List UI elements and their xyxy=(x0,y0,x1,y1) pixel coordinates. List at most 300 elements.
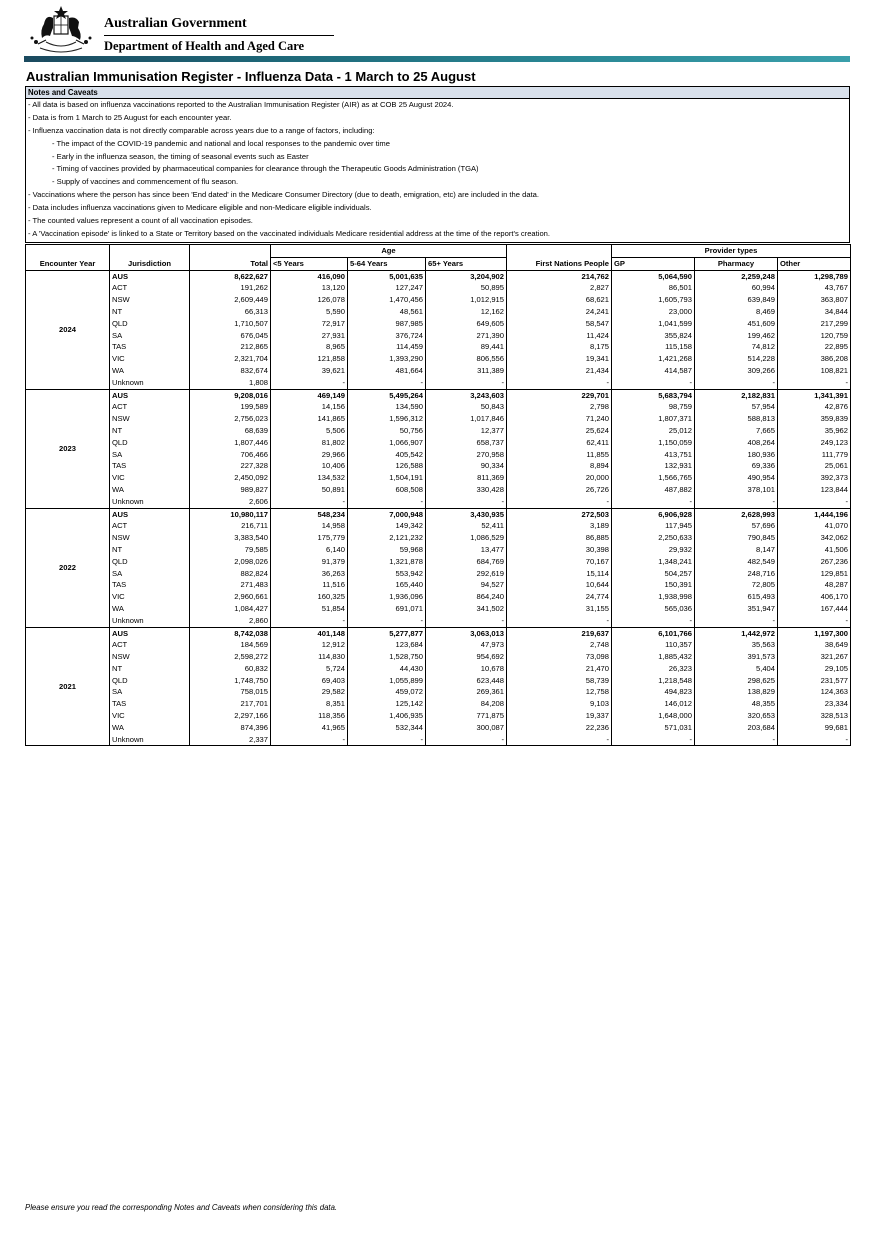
cell-other: 231,577 xyxy=(778,675,851,687)
cell-under-5: - xyxy=(271,496,348,508)
cell-5-64: 459,072 xyxy=(348,686,426,698)
cell-under-5: 6,140 xyxy=(271,544,348,556)
cell-other: 123,844 xyxy=(778,484,851,496)
cell-total: 2,098,026 xyxy=(190,556,271,568)
cell-jurisdiction: VIC xyxy=(110,591,190,603)
cell-total: 1,710,507 xyxy=(190,318,271,330)
cell-other: 38,649 xyxy=(778,639,851,651)
cell-5-64: - xyxy=(348,377,426,389)
cell-first-nations: 31,155 xyxy=(507,603,612,615)
cell-total: 874,396 xyxy=(190,722,271,734)
cell-first-nations: 219,637 xyxy=(507,627,612,639)
cell-gp: 1,218,548 xyxy=(612,675,695,687)
cell-65-plus: 811,369 xyxy=(426,472,507,484)
cell-first-nations: - xyxy=(507,496,612,508)
cell-other: 129,851 xyxy=(778,568,851,580)
cell-first-nations: 58,547 xyxy=(507,318,612,330)
cell-first-nations: 2,748 xyxy=(507,639,612,651)
cell-other: 249,123 xyxy=(778,437,851,449)
cell-other: 124,363 xyxy=(778,686,851,698)
cell-5-64: 608,508 xyxy=(348,484,426,496)
cell-pharmacy: 482,549 xyxy=(695,556,778,568)
cell-65-plus: 649,605 xyxy=(426,318,507,330)
cell-pharmacy: 180,936 xyxy=(695,449,778,461)
notes-list xyxy=(26,99,849,241)
cell-gp: 414,587 xyxy=(612,365,695,377)
cell-first-nations: 2,798 xyxy=(507,401,612,413)
cell-gp: 110,357 xyxy=(612,639,695,651)
cell-65-plus: 13,477 xyxy=(426,544,507,556)
cell-other: - xyxy=(778,377,851,389)
cell-gp: 132,931 xyxy=(612,460,695,472)
cell-other: 363,807 xyxy=(778,294,851,306)
table-row xyxy=(26,413,851,425)
cell-pharmacy: 2,628,993 xyxy=(695,508,778,520)
cell-jurisdiction: AUS xyxy=(110,389,190,401)
cell-first-nations: 62,411 xyxy=(507,437,612,449)
cell-5-64: 59,968 xyxy=(348,544,426,556)
cell-first-nations: 11,424 xyxy=(507,330,612,342)
cell-gp: 29,932 xyxy=(612,544,695,556)
cell-first-nations: 8,894 xyxy=(507,460,612,472)
cell-under-5: 175,779 xyxy=(271,532,348,544)
cell-5-64: 126,588 xyxy=(348,460,426,472)
cell-other: 23,334 xyxy=(778,698,851,710)
cell-pharmacy: 57,696 xyxy=(695,520,778,532)
table-row xyxy=(26,651,851,663)
cell-under-5: 8,965 xyxy=(271,341,348,353)
cell-pharmacy: 203,684 xyxy=(695,722,778,734)
cell-under-5: 51,854 xyxy=(271,603,348,615)
cell-pharmacy: 451,609 xyxy=(695,318,778,330)
cell-first-nations: 9,103 xyxy=(507,698,612,710)
cell-first-nations: 12,758 xyxy=(507,686,612,698)
cell-65-plus: 90,334 xyxy=(426,460,507,472)
cell-other: 386,208 xyxy=(778,353,851,365)
cell-65-plus: 3,204,902 xyxy=(426,270,507,282)
cell-65-plus: 12,162 xyxy=(426,306,507,318)
cell-total: 676,045 xyxy=(190,330,271,342)
cell-jurisdiction: WA xyxy=(110,484,190,496)
cell-gp: 6,906,928 xyxy=(612,508,695,520)
cell-pharmacy: - xyxy=(695,377,778,389)
cell-under-5: 114,830 xyxy=(271,651,348,663)
cell-jurisdiction: NT xyxy=(110,306,190,318)
cell-5-64: 123,684 xyxy=(348,639,426,651)
cell-gp: 6,101,766 xyxy=(612,627,695,639)
cell-jurisdiction: TAS xyxy=(110,698,190,710)
cell-under-5: 41,965 xyxy=(271,722,348,734)
cell-5-64: 1,504,191 xyxy=(348,472,426,484)
cell-5-64: 532,344 xyxy=(348,722,426,734)
cell-under-5: 14,156 xyxy=(271,401,348,413)
cell-other: 41,506 xyxy=(778,544,851,556)
cell-gp: 25,012 xyxy=(612,425,695,437)
cell-other: 43,767 xyxy=(778,282,851,294)
cell-65-plus: 84,208 xyxy=(426,698,507,710)
table-row xyxy=(26,341,851,353)
col-header-jurisdiction: Jurisdiction xyxy=(110,257,190,270)
cell-under-5: 141,865 xyxy=(271,413,348,425)
cell-jurisdiction: NSW xyxy=(110,532,190,544)
cell-total: 199,589 xyxy=(190,401,271,413)
cell-jurisdiction: TAS xyxy=(110,579,190,591)
cell-under-5: 5,506 xyxy=(271,425,348,437)
cell-first-nations: 2,827 xyxy=(507,282,612,294)
cell-5-64: 7,000,948 xyxy=(348,508,426,520)
cell-gp: 565,036 xyxy=(612,603,695,615)
cell-pharmacy: 408,264 xyxy=(695,437,778,449)
cell-pharmacy: 514,228 xyxy=(695,353,778,365)
cell-first-nations: 30,398 xyxy=(507,544,612,556)
table-row xyxy=(26,460,851,472)
header-divider xyxy=(104,35,334,36)
cell-total: 216,711 xyxy=(190,520,271,532)
cell-5-64: - xyxy=(348,615,426,627)
report-title: Australian Immunisation Register - Influenza Data - 1 March to 25 August xyxy=(26,69,476,84)
table-row xyxy=(26,318,851,330)
cell-5-64: 1,066,907 xyxy=(348,437,426,449)
cell-jurisdiction: TAS xyxy=(110,460,190,472)
cell-jurisdiction: VIC xyxy=(110,353,190,365)
cell-total: 706,466 xyxy=(190,449,271,461)
table-row xyxy=(26,698,851,710)
cell-other: 217,299 xyxy=(778,318,851,330)
cell-other: 120,759 xyxy=(778,330,851,342)
cell-under-5: 160,325 xyxy=(271,591,348,603)
cell-5-64: 1,596,312 xyxy=(348,413,426,425)
cell-5-64: 134,590 xyxy=(348,401,426,413)
cell-jurisdiction: ACT xyxy=(110,520,190,532)
cell-5-64: 1,321,878 xyxy=(348,556,426,568)
cell-jurisdiction: Unknown xyxy=(110,734,190,746)
cell-first-nations: 68,621 xyxy=(507,294,612,306)
cell-gp: 2,250,633 xyxy=(612,532,695,544)
cell-other: 48,287 xyxy=(778,579,851,591)
table-row xyxy=(26,330,851,342)
table-row xyxy=(26,353,851,365)
cell-pharmacy: 248,716 xyxy=(695,568,778,580)
cell-pharmacy: 72,805 xyxy=(695,579,778,591)
cell-other: - xyxy=(778,734,851,746)
cell-other: 267,236 xyxy=(778,556,851,568)
cell-under-5: 91,379 xyxy=(271,556,348,568)
cell-first-nations: 10,644 xyxy=(507,579,612,591)
footer-note: Please ensure you read the corresponding Notes and Caveats when considering this data. xyxy=(25,1203,338,1212)
cell-jurisdiction: Unknown xyxy=(110,377,190,389)
note-line: - All data is based on influenza vaccinations reported to the Australian Immunisation Register (AIR) as at COB 25 August 2024. xyxy=(28,100,454,109)
cell-total: 68,639 xyxy=(190,425,271,437)
header-colour-stripe xyxy=(24,56,850,62)
cell-first-nations: 21,470 xyxy=(507,663,612,675)
cell-first-nations: - xyxy=(507,377,612,389)
cell-5-64: 1,470,456 xyxy=(348,294,426,306)
cell-total: 758,015 xyxy=(190,686,271,698)
cell-5-64: 165,440 xyxy=(348,579,426,591)
cell-jurisdiction: WA xyxy=(110,722,190,734)
table-row xyxy=(26,270,851,282)
cell-total: 10,980,117 xyxy=(190,508,271,520)
cell-jurisdiction: QLD xyxy=(110,437,190,449)
cell-gp: 115,158 xyxy=(612,341,695,353)
col-header-65-plus: 65+ Years xyxy=(426,257,507,270)
table-row xyxy=(26,686,851,698)
table-row xyxy=(26,734,851,746)
cell-pharmacy: 615,493 xyxy=(695,591,778,603)
note-line: - Supply of vaccines and commencement of flu season. xyxy=(52,177,239,187)
cell-under-5: 10,406 xyxy=(271,460,348,472)
cell-gp: 5,064,590 xyxy=(612,270,695,282)
cell-65-plus: 330,428 xyxy=(426,484,507,496)
cell-total: 217,701 xyxy=(190,698,271,710)
table-row xyxy=(26,675,851,687)
cell-65-plus: - xyxy=(426,496,507,508)
cell-pharmacy: 1,442,972 xyxy=(695,627,778,639)
col-header-first-nations: First Nations People xyxy=(507,257,612,270)
page-header xyxy=(24,4,854,56)
cell-first-nations: 25,624 xyxy=(507,425,612,437)
cell-jurisdiction: QLD xyxy=(110,556,190,568)
col-header-pharmacy: Pharmacy xyxy=(695,257,778,270)
cell-pharmacy: 2,182,831 xyxy=(695,389,778,401)
cell-gp: - xyxy=(612,496,695,508)
col-header-total: Total xyxy=(190,257,271,270)
cell-65-plus: 864,240 xyxy=(426,591,507,603)
cell-65-plus: 1,017,846 xyxy=(426,413,507,425)
cell-under-5: 29,966 xyxy=(271,449,348,461)
cell-other: 1,444,196 xyxy=(778,508,851,520)
cell-under-5: 5,724 xyxy=(271,663,348,675)
cell-pharmacy: - xyxy=(695,615,778,627)
cell-other: 42,876 xyxy=(778,401,851,413)
department-name: Department of Health and Aged Care xyxy=(104,39,305,53)
table-row xyxy=(26,449,851,461)
cell-gp: 1,041,599 xyxy=(612,318,695,330)
cell-jurisdiction: NT xyxy=(110,544,190,556)
cell-pharmacy: 8,147 xyxy=(695,544,778,556)
cell-other: 34,844 xyxy=(778,306,851,318)
cell-under-5: 469,149 xyxy=(271,389,348,401)
table-row xyxy=(26,579,851,591)
cell-jurisdiction: AUS xyxy=(110,270,190,282)
cell-5-64: 5,001,635 xyxy=(348,270,426,282)
cell-other: 167,444 xyxy=(778,603,851,615)
cell-pharmacy: 7,665 xyxy=(695,425,778,437)
cell-65-plus: 658,737 xyxy=(426,437,507,449)
encounter-year-cell: 2024 xyxy=(26,270,110,389)
cell-pharmacy: 309,266 xyxy=(695,365,778,377)
cell-under-5: 29,582 xyxy=(271,686,348,698)
cell-pharmacy: 69,336 xyxy=(695,460,778,472)
cell-5-64: 2,121,232 xyxy=(348,532,426,544)
cell-total: 66,313 xyxy=(190,306,271,318)
cell-jurisdiction: TAS xyxy=(110,341,190,353)
cell-jurisdiction: WA xyxy=(110,365,190,377)
cell-gp: - xyxy=(612,734,695,746)
col-header-gp: GP xyxy=(612,257,695,270)
note-line: - Vaccinations where the person has since been 'End dated' in the Medicare Consumer Directory (due to death, emigration, etc) are included in the data. xyxy=(28,190,539,200)
cell-under-5: 81,802 xyxy=(271,437,348,449)
cell-gp: 1,807,371 xyxy=(612,413,695,425)
note-line: - Timing of vaccines provided by pharmaceutical companies for clearance through the Therapeutic Goods Administration (TGA) xyxy=(52,164,479,174)
note-line: - A 'Vaccination episode' is linked to a State or Territory based on the vaccinated individuals Medicare residential address at the time of the report's creation. xyxy=(28,228,550,238)
cell-65-plus: 270,958 xyxy=(426,449,507,461)
cell-total: 2,337 xyxy=(190,734,271,746)
cell-5-64: 691,071 xyxy=(348,603,426,615)
encounter-year-cell: 2021 xyxy=(26,627,110,746)
table-row xyxy=(26,294,851,306)
cell-under-5: 416,090 xyxy=(271,270,348,282)
cell-first-nations: 214,762 xyxy=(507,270,612,282)
cell-gp: 150,391 xyxy=(612,579,695,591)
cell-pharmacy: 2,259,248 xyxy=(695,270,778,282)
cell-first-nations: 11,855 xyxy=(507,449,612,461)
cell-pharmacy: 298,625 xyxy=(695,675,778,687)
cell-5-64: 114,459 xyxy=(348,341,426,353)
cell-5-64: 405,542 xyxy=(348,449,426,461)
cell-jurisdiction: NSW xyxy=(110,413,190,425)
table-row xyxy=(26,639,851,651)
cell-total: 212,865 xyxy=(190,341,271,353)
cell-under-5: - xyxy=(271,734,348,746)
cell-65-plus: 271,390 xyxy=(426,330,507,342)
cell-jurisdiction: QLD xyxy=(110,675,190,687)
cell-under-5: 27,931 xyxy=(271,330,348,342)
cell-65-plus: - xyxy=(426,615,507,627)
cell-other: 1,197,300 xyxy=(778,627,851,639)
cell-under-5: 36,263 xyxy=(271,568,348,580)
cell-65-plus: 311,389 xyxy=(426,365,507,377)
cell-65-plus: 292,619 xyxy=(426,568,507,580)
cell-gp: 487,882 xyxy=(612,484,695,496)
cell-pharmacy: 588,813 xyxy=(695,413,778,425)
cell-first-nations: 73,098 xyxy=(507,651,612,663)
cell-gp: 1,938,998 xyxy=(612,591,695,603)
cell-gp: 86,501 xyxy=(612,282,695,294)
cell-65-plus: 1,012,915 xyxy=(426,294,507,306)
cell-total: 8,622,627 xyxy=(190,270,271,282)
cell-gp: 1,885,432 xyxy=(612,651,695,663)
table-row xyxy=(26,520,851,532)
cell-65-plus: 3,243,603 xyxy=(426,389,507,401)
cell-under-5: 548,234 xyxy=(271,508,348,520)
cell-total: 2,860 xyxy=(190,615,271,627)
table-row xyxy=(26,710,851,722)
cell-total: 2,606 xyxy=(190,496,271,508)
note-line: - Data is from 1 March to 25 August for each encounter year. xyxy=(28,112,232,122)
cell-pharmacy: 60,994 xyxy=(695,282,778,294)
cell-first-nations: 229,701 xyxy=(507,389,612,401)
cell-jurisdiction: SA xyxy=(110,330,190,342)
cell-pharmacy: 35,563 xyxy=(695,639,778,651)
cell-jurisdiction: AUS xyxy=(110,508,190,520)
cell-65-plus: 10,678 xyxy=(426,663,507,675)
cell-gp: 26,323 xyxy=(612,663,695,675)
cell-65-plus: 50,895 xyxy=(426,282,507,294)
cell-pharmacy: 378,101 xyxy=(695,484,778,496)
cell-65-plus: 684,769 xyxy=(426,556,507,568)
cell-pharmacy: 199,462 xyxy=(695,330,778,342)
cell-pharmacy: 351,947 xyxy=(695,603,778,615)
cell-gp: 571,031 xyxy=(612,722,695,734)
cell-total: 2,297,166 xyxy=(190,710,271,722)
cell-5-64: 44,430 xyxy=(348,663,426,675)
cell-first-nations: 19,337 xyxy=(507,710,612,722)
cell-jurisdiction: ACT xyxy=(110,639,190,651)
cell-gp: 1,605,793 xyxy=(612,294,695,306)
cell-5-64: 553,942 xyxy=(348,568,426,580)
cell-65-plus: 806,556 xyxy=(426,353,507,365)
cell-5-64: 1,406,935 xyxy=(348,710,426,722)
cell-gp: 23,000 xyxy=(612,306,695,318)
cell-65-plus: 341,502 xyxy=(426,603,507,615)
cell-total: 2,321,704 xyxy=(190,353,271,365)
cell-5-64: 987,985 xyxy=(348,318,426,330)
cell-total: 2,960,661 xyxy=(190,591,271,603)
cell-gp: 504,257 xyxy=(612,568,695,580)
cell-5-64: 48,561 xyxy=(348,306,426,318)
government-name: Australian Government xyxy=(104,16,247,31)
cell-5-64: 1,528,750 xyxy=(348,651,426,663)
cell-jurisdiction: VIC xyxy=(110,710,190,722)
cell-first-nations: 86,885 xyxy=(507,532,612,544)
cell-total: 882,824 xyxy=(190,568,271,580)
cell-first-nations: 24,774 xyxy=(507,591,612,603)
cell-total: 3,383,540 xyxy=(190,532,271,544)
table-row xyxy=(26,401,851,413)
cell-under-5: 401,148 xyxy=(271,627,348,639)
cell-gp: 413,751 xyxy=(612,449,695,461)
cell-total: 60,832 xyxy=(190,663,271,675)
cell-pharmacy: 8,469 xyxy=(695,306,778,318)
provider-group-header: Provider types xyxy=(612,245,851,258)
cell-pharmacy: - xyxy=(695,734,778,746)
cell-first-nations: - xyxy=(507,734,612,746)
encounter-year-cell: 2022 xyxy=(26,508,110,627)
cell-pharmacy: - xyxy=(695,496,778,508)
cell-65-plus: 47,973 xyxy=(426,639,507,651)
cell-65-plus: 623,448 xyxy=(426,675,507,687)
table-row xyxy=(26,508,851,520)
cell-pharmacy: 490,954 xyxy=(695,472,778,484)
table-row xyxy=(26,496,851,508)
cell-other: 328,513 xyxy=(778,710,851,722)
cell-jurisdiction: Unknown xyxy=(110,496,190,508)
cell-total: 184,569 xyxy=(190,639,271,651)
cell-other: 321,267 xyxy=(778,651,851,663)
age-group-header: Age xyxy=(271,245,507,258)
cell-under-5: 39,621 xyxy=(271,365,348,377)
cell-65-plus: 52,411 xyxy=(426,520,507,532)
cell-under-5: 5,590 xyxy=(271,306,348,318)
cell-other: - xyxy=(778,496,851,508)
col-header-under-5: <5 Years xyxy=(271,257,348,270)
cell-first-nations: 71,240 xyxy=(507,413,612,425)
cell-first-nations: 26,726 xyxy=(507,484,612,496)
cell-first-nations: 21,434 xyxy=(507,365,612,377)
table-row xyxy=(26,603,851,615)
table-row xyxy=(26,472,851,484)
cell-gp: 1,566,765 xyxy=(612,472,695,484)
cell-65-plus: 94,527 xyxy=(426,579,507,591)
cell-gp: - xyxy=(612,615,695,627)
cell-total: 79,585 xyxy=(190,544,271,556)
cell-first-nations: 15,114 xyxy=(507,568,612,580)
cell-jurisdiction: Unknown xyxy=(110,615,190,627)
cell-5-64: 5,277,877 xyxy=(348,627,426,639)
cell-other: 111,779 xyxy=(778,449,851,461)
cell-other: 41,070 xyxy=(778,520,851,532)
